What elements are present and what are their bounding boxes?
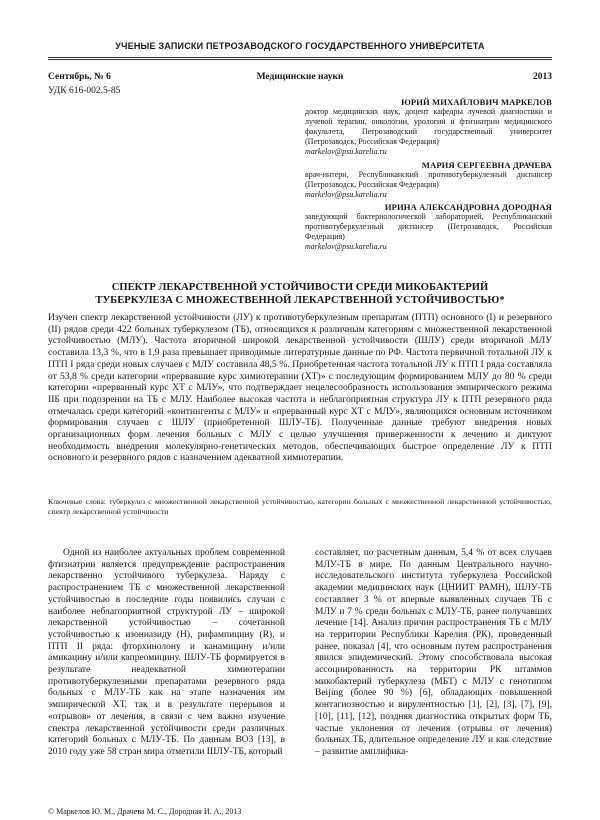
section-name: Медицинские науки <box>256 72 344 82</box>
author-name: ИРИНА АЛЕКСАНДРОВНА ДОРОДНАЯ <box>384 201 552 212</box>
author-affiliation: заведующий бактериологической лабораторией, Республиканский противотуберкулезный диспансер (Петрозаводск, Российская Федерация) <box>305 212 552 242</box>
issue-year: 2013 <box>533 72 552 82</box>
author-email[interactable]: markelov@psu.karelia.ru <box>305 242 387 252</box>
author-affiliation: доктор медицинских наук, доцент кафедры лучевой диагностики и лучевой терапии, онкологии, урологии и фтизиатрии медицинского факультета, Петрозаводский государственный университет (Петрозаводск, Российская Федерация) <box>305 107 552 147</box>
journal-title: УЧЕНЫЕ ЗАПИСКИ ПЕТРОЗАВОДСКОГО ГОСУДАРСТВЕННОГО УНИВЕРСИТЕТА <box>115 41 485 51</box>
keywords: Ключевые слова: туберкулез с множественной лекарственной устойчивостью, категории больных с множественной лекарственной устойчивостью, спектр лекарственной устойчивости <box>48 497 552 516</box>
author-entry <box>305 202 552 252</box>
header-rule-bottom <box>48 59 552 60</box>
body-column-left <box>48 548 285 759</box>
issue-date: Сентябрь, № 6 <box>48 72 111 82</box>
author-name: МАРИЯ СЕРГЕЕВНА ДРАЧЕВА <box>421 159 552 170</box>
author-entry <box>305 97 552 158</box>
author-name: ЮРИЙ МИХАЙЛОВИЧ МАРКЕЛОВ <box>401 97 552 107</box>
author-block <box>305 97 552 254</box>
issue-line <box>48 72 552 84</box>
abstract: Изучен спектр лекарственной устойчивости (ЛУ) к противотуберкулезным препаратам (ПТП) основного (I) и резервного (II) рядов среди 422 больных туберкулезом (ТБ), относящихся к различным категориям с множественной лекарственной устойчивостью (МЛУ). Частота вторичной широкой лекарственной устойчивости (ШЛУ) среди вторичной МЛУ составила 13,3 %, что в 1,9 раза превышает приводимые литературные данные по РФ. Частота первичной тотальной ЛУ к ПТП I ряда среди новых случаев с МЛУ составила 48,5 %. Приобретенная частота тотальной ЛУ к ПТП I ряда составляла от 53,8 % среди категории «прервавшие курс химиотерапии (ХТ)» с последующим формированием МЛУ до 80 % среди категории «прерванный курс ХТ с МЛУ», что подтверждает нецелесообразность использования эмпирического режима IIБ при подозрении на ТБ с МЛУ. Наиболее высокая частота и неблагоприятная структура ЛУ к ПТП резервного ряда отмечалась среди категорий «контингенты с МЛУ» и «прерванный курс ХТ с МЛУ», являющихся основным источником формирования случаев с ШЛУ (приобретенной ШЛУ-ТБ). Полученные данные требуют внедрения новых организационных форм лечения больных с МЛУ с целью улучшения приверженности к лечению и диктуют необходимость внедрения молекулярно-генетических методов, обеспечивающих быстрое определение ЛУ к ПТП основного и резервного рядов с назначением адекватной химиотерапии. <box>48 312 552 464</box>
article-title <box>48 281 552 307</box>
body-column-right <box>315 548 552 759</box>
body-paragraph: составляет, по расчетным данным, 5,4 % от всех случаев МЛУ-ТБ в мире. По данным Центрального научно-исследовательского института туберкулеза Российской академии медицинских наук (ЦНИИТ РАМН), ШЛУ-ТБ составляет 3 % от впервые выявленных случаев ТБ с МЛУ и 7 % среди больных с МЛУ-ТБ, ранее получавших лечение [14]. Анализ причин распространения ТБ с МЛУ на территории Республики Карелия (РК), проведенный ранее, показал [4], что основным путем распространения явился эпидемический. Этому способствовала высокая ассоциированность на территории РК штаммов микобактерий туберкулеза (МБТ) с МЛУ с генотипом Beijing (более 90 %) [6], обладающих повышенной контагиозностью и вирулентностью [1], [2], [3], [7], [9], [10], [11], [12], поздняя диагностика открытых форм ТБ, частые уклонения от лечения (отрывы от лечения) больных ТБ, длительное определение ЛУ и как следствие – развитие амплифика- <box>315 548 552 757</box>
author-affiliation: врач-интерн, Республиканский противотуберкулезный диспансер (Петрозаводск, Российская Федерация) <box>305 169 552 189</box>
body-paragraph: Одной из наиболее актуальных проблем современной фтизиатрии является предупреждение распространения лекарственно устойчивого туберкулеза. Наряду с распространением ТБ с множественной лекарственной устойчивостью в последние годы появились случаи с наиболее неблагоприятной структурой ЛУ – широкой лекарственной устойчивостью – сочетанной устойчивостью к изониазиду (H), рифампицину (R), и ПТП II ряда: фторхинолону и канамицину и/или амикацину и/или капреомицину. ШЛУ-ТБ формируется в результате неадекватной химиотерапии противотуберкулезными препаратами резервного ряда больных с МЛУ-ТБ как на этапе назначения им эмпирической ХТ, так и в результате перерывов и «отрывов» от лечения, в связи с чем важно изучение спектра лекарственной устойчивости среди различных категорий больных с МЛУ-ТБ. По данным ВОЗ [13], в 2010 году уже 58 стран мира отметили ШЛУ-ТБ, который <box>48 548 285 757</box>
copyright-notice: © Маркелов Ю. М., Драчева М. С., Дородная И. А., 2013 <box>48 807 242 816</box>
article-title-line-2: ТУБЕРКУЛЕЗА С МНОЖЕСТВЕННОЙ ЛЕКАРСТВЕННОЙ УСТОЙЧИВОСТЬЮ* <box>95 295 505 306</box>
header-rule-top <box>48 57 552 58</box>
article-title-line-1: СПЕКТР ЛЕКАРСТВЕННОЙ УСТОЙЧИВОСТИ СРЕДИ МИКОБАКТЕРИЙ <box>111 282 489 293</box>
author-email[interactable]: markelov@psu.karelia.ru <box>305 147 387 157</box>
author-email[interactable]: markelov@psu.karelia.ru <box>305 189 387 199</box>
author-entry <box>305 160 552 200</box>
udc-code: УДК 616-002.5-85 <box>48 86 121 96</box>
